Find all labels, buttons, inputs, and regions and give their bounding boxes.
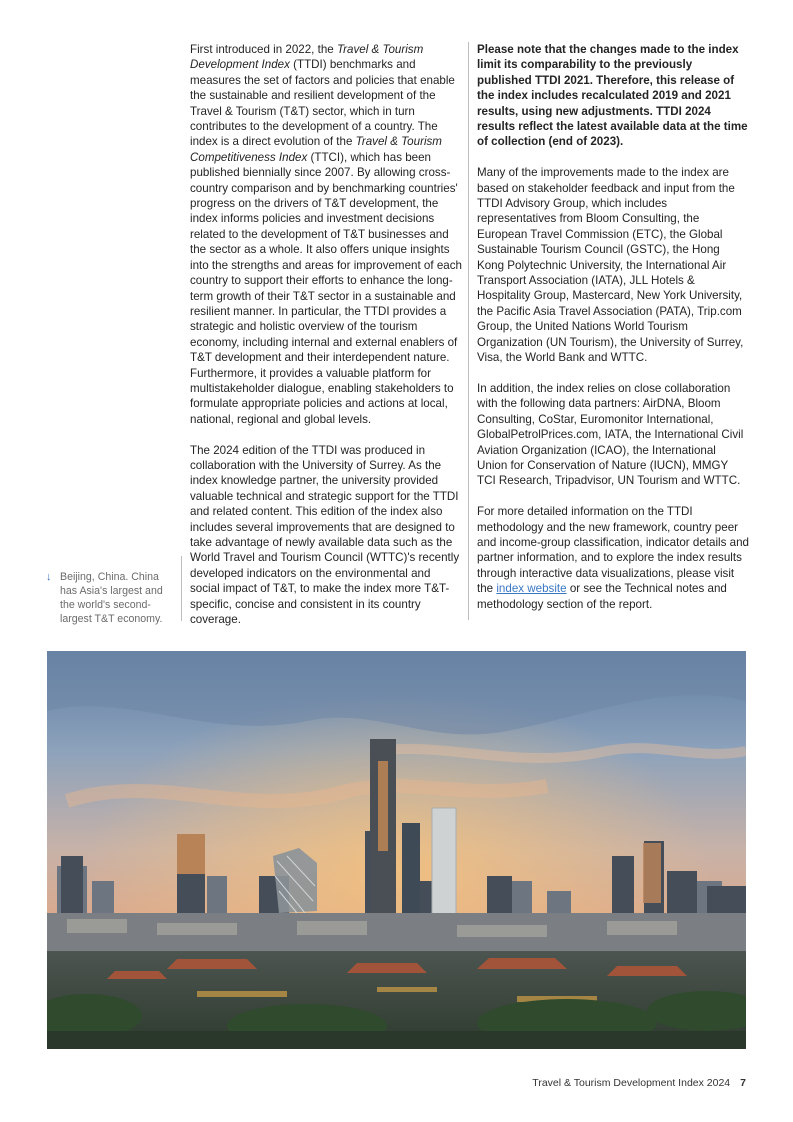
left-column <box>190 42 462 643</box>
comparability-note: Please note that the changes made to the index limit its comparability to the previously published TTDI 2021. Therefore, this release of the index includes recalculated 2019 and 2021 results, using new adjustments. TTDI 2024 results reflect the latest available data at the time of collection (end of 2023). <box>477 43 748 149</box>
beijing-skyline-photo <box>47 651 746 1049</box>
photo-caption <box>46 570 174 626</box>
edition-paragraph: The 2024 edition of the TTDI was produced in collaboration with the University of Surrey. As the index knowledge partner, the university provided valuable technical and strategic support for the TTDI and related content. This edition of the index also includes several improvements that are designed to take advantage of newly available data such as the World Travel and Tourism Council (WTTC)'s recently developed indicators on the environmental and social impact of T&T, to make the index more T&T-specific, concise and consistent in its country coverage. <box>190 443 460 627</box>
ttdi-title: Travel & Tourism Development Index <box>190 43 424 72</box>
caption-text: Beijing, China. China has Asia's largest and the world's second-largest T&T economy. <box>60 571 163 625</box>
index-website-link[interactable]: index website <box>496 582 567 596</box>
arrow-down-icon: ↓ <box>46 571 52 583</box>
intro-paragraph: First introduced in 2022, the Travel & Tourism Development Index (TTDI) benchmarks and measures the set of factors and policies that enable the sustainable and resilient development of the Travel & Tourism (T&T) sector, which in turn contributes to the development of a country. The index is a direct evolution of the Travel & Tourism Competitiveness Index (TTCI), which has been published biennially since 2007. By allowing cross-country comparison and by benchmarking countries' progress on the drivers of T&T development, the index informs policies and investment decisions related to the development of T&T businesses and the sector as a whole. It also offers unique insights into the strengths and areas for improvement of each country to support their efforts to enhance the long-term growth of their T&T sector in a sustainable and resilient manner. In particular, the TTDI provides a strategic and holistic overview of the tourism economy, including internal and external enablers of T&T development and their interdependent nature. Furthermore, it provides a valuable platform for multistakeholder dialogue, enabling stakeholders to formulate appropriate policies and actions at local, national, regional and global levels. <box>190 43 462 426</box>
footer-title: Travel & Tourism Development Index 2024 <box>532 1077 731 1089</box>
more-info-paragraph: For more detailed information on the TTDI methodology and the new framework, country peer and income-group classification, indicator details and partner information, and to explore the index results through interactive data visualizations, please visit the index website or see the Technical notes and methodology section of the report. <box>477 505 749 611</box>
column-divider <box>468 42 469 620</box>
skyline-illustration <box>47 651 746 1049</box>
page-number: 7 <box>740 1077 746 1089</box>
advisory-paragraph: Many of the improvements made to the index are based on stakeholder feedback and input from the TTDI Advisory Group, which includes representatives from Bloom Consulting, the European Travel Commission (ETC), the Global Sustainable Tourism Council (GSTC), the Hong Kong Polytechnic University, the International Air Transport Association (IATA), JLL Hotels & Hospitality Group, Mastercard, New York University, the Pacific Asia Travel Association (PATA), Trip.com Group, the United Nations World Tourism Organization (UN Tourism), the University of Surrey, Visa, the World Bank and WTTC. <box>477 166 744 365</box>
caption-divider <box>181 556 182 621</box>
ttci-title: Travel & Tourism Competitiveness Index <box>190 135 442 164</box>
data-partners-paragraph: In addition, the index relies on close collaboration with the following data partners: AirDNA, Bloom Consulting, CoStar, Euromonitor International, GlobalPetrolPrices.com, IATA, the International Civil Aviation Organization (ICAO), the International Union for Conservation of Nature (IUCN), MMGY TCI Research, Tripadvisor, UN Tourism and WTTC. <box>477 381 744 488</box>
right-column <box>477 42 749 627</box>
page-footer <box>532 1077 746 1089</box>
